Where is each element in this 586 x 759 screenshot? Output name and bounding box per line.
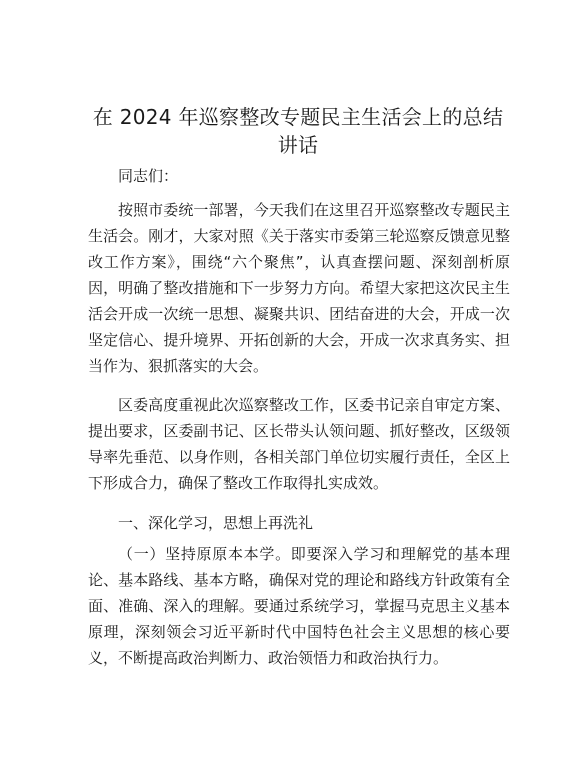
- section-heading: 一、深化学习，思想上再洗礼: [118, 514, 314, 532]
- document-title: 在 2024 年巡察整改专题民主生活会上的总结讲话: [92, 105, 504, 157]
- greeting: 同志们：: [118, 167, 179, 185]
- paragraph-2: 区委高度重视此次巡察整改工作，区委书记亲自审定方案、提出要求，区委副书记、区长带头认领问题、抓好整改，区级领导率先垂范、以身作则，各相关部门单位切实履行责任，全区上下形成合力，确保了整改工作取得扎实成效。: [88, 396, 510, 492]
- paragraph-1: 按照市委统一部署，今天我们在这里召开巡察整改专题民主生活会。刚才，大家对照《关于落实市委第三轮巡察反馈意见整改工作方案》，围绕“六个聚焦”，认真查摆问题、深刻剖析原因，明确了整改措施和下一步努力方向。希望大家把这次民主生活会开成一次统一思想、凝聚共识、团结奋进的大会，开成一次坚定信心、提升境界、开拓创新的大会，开成一次求真务实、担当作为、狠抓落实的大会。: [88, 201, 510, 375]
- section-paragraph: （一）坚持原原本本学。即要深入学习和理解党的基本理论、基本路线、基本方略，确保对党的理论和路线方针政策有全面、准确、深入的理解。要通过系统学习，掌握马克思主义基本原理，深刻领会习近平新时代中国特色社会主义思想的核心要义，不断提高政治判断力、政治领悟力和政治执行力。: [88, 545, 510, 667]
